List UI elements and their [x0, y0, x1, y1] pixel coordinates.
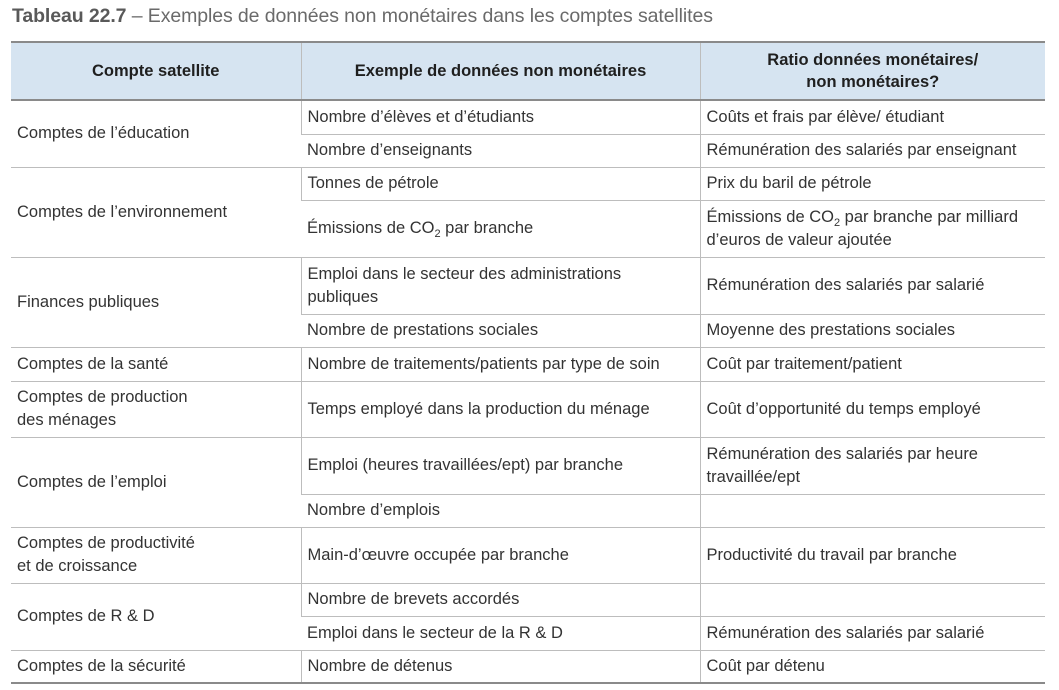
- ratio-text: d’euros de valeur ajoutée: [706, 230, 892, 249]
- example-cell: Nombre d’élèves et d’étudiants: [301, 100, 700, 134]
- header-row: [11, 42, 1045, 100]
- ratio-cell: Prix du baril de pétrole: [700, 167, 1045, 200]
- ratio-cell: Productivité du travail par branche: [700, 527, 1045, 583]
- ratio-cell: Coût d’opportunité du temps employé: [700, 381, 1045, 437]
- ratio-cell: Rémunération des salariés par enseignant: [700, 134, 1045, 167]
- subscript: 2: [434, 228, 441, 240]
- example-cell: Nombre d’emplois: [301, 494, 700, 527]
- ratio-cell: Coût par détenu: [700, 650, 1045, 683]
- table-row: [11, 650, 1045, 683]
- example-cell: Nombre de brevets accordés: [301, 583, 700, 616]
- account-text: et de croissance: [17, 557, 138, 575]
- ratio-cell: Rémunération des salariés par salarié: [700, 257, 1045, 314]
- header-ratio: [700, 42, 1045, 100]
- ratio-text: par branche par milliard: [840, 207, 1019, 226]
- ratio-text: travaillée/ept: [706, 467, 801, 486]
- ratio-cell: Coût par traitement/patient: [700, 347, 1045, 381]
- ratio-cell: Moyenne des prestations sociales: [700, 314, 1045, 347]
- header-compte-satellite: Compte satellite: [11, 42, 301, 100]
- example-cell: Emploi (heures travaillées/ept) par branche: [301, 437, 700, 494]
- account-text: des ménages: [17, 411, 117, 429]
- example-cell: Nombre de traitements/patients par type de soin: [301, 347, 700, 381]
- ratio-cell: Coûts et frais par élève/ étudiant: [700, 100, 1045, 134]
- example-cell: Nombre de prestations sociales: [301, 314, 700, 347]
- example-cell: [301, 257, 700, 314]
- account-cell: Comptes de l’emploi: [11, 437, 301, 527]
- header-ratio-line2: non monétaires?: [806, 73, 940, 91]
- ratio-cell: Rémunération des salariés par salarié: [700, 616, 1045, 650]
- header-exemple-donnees: Exemple de données non monétaires: [301, 42, 700, 100]
- example-text: par branche: [440, 219, 534, 237]
- account-cell: Comptes de R & D: [11, 583, 301, 650]
- table-row: [11, 100, 1045, 134]
- ratio-cell: [700, 200, 1045, 257]
- subscript: 2: [833, 216, 841, 229]
- example-cell: Tonnes de pétrole: [301, 167, 700, 200]
- table-number: Tableau 22.7: [12, 5, 127, 27]
- example-text: publiques: [307, 287, 379, 306]
- table-caption: [12, 5, 713, 28]
- table-row: [11, 437, 1045, 494]
- satellite-accounts-table: [11, 41, 1045, 684]
- table-row: [11, 167, 1045, 200]
- account-cell: [11, 527, 301, 583]
- account-cell: Comptes de l’éducation: [11, 100, 301, 167]
- table-row: [11, 257, 1045, 314]
- example-cell: Nombre d’enseignants: [301, 134, 700, 167]
- example-text: Émissions de CO: [307, 219, 435, 237]
- example-cell: Emploi dans le secteur de la R & D: [301, 616, 700, 650]
- ratio-cell: [700, 494, 1045, 527]
- account-cell: Finances publiques: [11, 257, 301, 347]
- ratio-text: Rémunération des salariés par heure: [706, 444, 978, 463]
- ratio-text: Émissions de CO: [706, 207, 834, 226]
- example-cell: [301, 200, 700, 257]
- table-row: [11, 347, 1045, 381]
- account-cell: [11, 381, 301, 437]
- example-cell: Temps employé dans la production du ménage: [301, 381, 700, 437]
- example-cell: Main-d’œuvre occupée par branche: [301, 527, 700, 583]
- table-row: [11, 583, 1045, 616]
- table-row: [11, 527, 1045, 583]
- ratio-cell: [700, 583, 1045, 616]
- ratio-cell: [700, 437, 1045, 494]
- header-ratio-line1: Ratio données monétaires/: [767, 51, 979, 69]
- table-title: – Exemples de données non monétaires dans les comptes satellites: [126, 5, 713, 27]
- example-cell: Nombre de détenus: [301, 650, 700, 683]
- account-cell: Comptes de l’environnement: [11, 167, 301, 257]
- account-text: Comptes de productivité: [17, 534, 195, 552]
- account-cell: Comptes de la sécurité: [11, 650, 301, 683]
- account-text: Comptes de production: [17, 388, 188, 406]
- table-row: [11, 381, 1045, 437]
- account-cell: Comptes de la santé: [11, 347, 301, 381]
- example-text: Emploi dans le secteur des administrations: [307, 264, 622, 283]
